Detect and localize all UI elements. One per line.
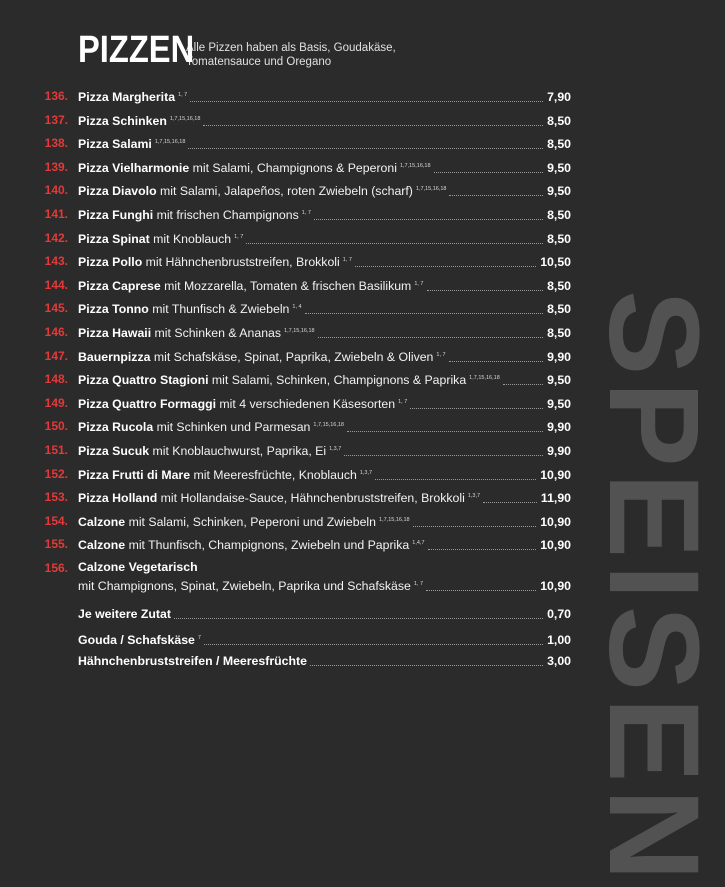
item-text — [78, 229, 243, 247]
item-text — [78, 441, 341, 459]
dotted-leader — [305, 313, 543, 314]
dotted-leader — [203, 125, 543, 126]
menu-item-row — [0, 440, 700, 460]
item-description: mit Salami, Schinken, Peperoni und Zwiebeln — [125, 514, 377, 529]
allergen-codes: 1,7,15,16,18 — [469, 375, 500, 382]
menu-item-row — [0, 534, 700, 554]
extra-line — [78, 630, 571, 648]
menu-item-row — [0, 298, 700, 318]
item-name: Pizza Schinken — [78, 113, 167, 128]
item-name: Calzone — [78, 538, 126, 553]
item-number: 155. — [44, 537, 68, 552]
item-description: mit Schinken & Ananas — [151, 326, 282, 340]
item-price: 8,50 — [547, 302, 571, 317]
allergen-codes: 1, 4 — [292, 304, 302, 311]
item-text — [78, 111, 200, 129]
item-number: 152. — [44, 466, 68, 481]
item-text — [78, 276, 424, 294]
item-description: mit Champignons, Spinat, Zwiebeln, Paprika und Schafskäse — [78, 579, 411, 593]
item-description: mit Schafskäse, Spinat, Paprika, Zwiebeln & Oliven — [150, 349, 434, 364]
item-text — [78, 323, 315, 341]
page-title: PIZZEN — [78, 29, 195, 71]
extra-price: 1,00 — [547, 632, 571, 647]
item-line — [78, 394, 571, 412]
menu-item-row — [0, 464, 700, 484]
allergen-codes: 1,4,7 — [412, 540, 425, 547]
dotted-leader — [174, 618, 543, 619]
menu-item-row — [0, 275, 700, 295]
extra-text — [78, 630, 201, 648]
item-text — [78, 181, 446, 199]
item-price: 10,90 — [540, 467, 571, 482]
page-subtitle — [186, 41, 406, 69]
item-text — [78, 417, 344, 435]
item-description: mit Meeresfrüchte, Knoblauch — [190, 467, 357, 482]
dotted-leader — [449, 361, 543, 362]
extra-row — [0, 652, 700, 672]
dotted-leader — [355, 266, 536, 267]
menu-item-row — [0, 322, 700, 342]
menu-item-row — [0, 133, 700, 153]
item-line — [78, 441, 571, 459]
item-text — [78, 134, 185, 152]
dotted-leader — [347, 431, 543, 432]
item-text — [78, 370, 500, 388]
item-description: mit Salami, Schinken, Champignons & Paprika — [208, 373, 467, 388]
allergen-codes: 1, 7 — [398, 398, 408, 405]
allergen-codes: 1, 7 — [342, 257, 352, 264]
item-price: 10,50 — [540, 255, 571, 270]
extra-name: Je weitere Zutat — [78, 607, 171, 621]
dotted-leader — [246, 243, 543, 244]
item-text — [78, 559, 198, 575]
item-name: Pizza Tonno — [78, 302, 149, 317]
item-number: 147. — [44, 348, 68, 363]
item-description: mit Hollandaise-Sauce, Hähnchenbruststreifen, Brokkoli — [157, 491, 465, 506]
item-price: 10,90 — [540, 579, 571, 593]
item-text — [78, 488, 480, 506]
menu-item-row — [0, 393, 700, 413]
item-name: Pizza Diavolo — [78, 184, 157, 199]
dotted-leader — [503, 384, 543, 385]
item-number: 151. — [44, 443, 68, 457]
menu-item-row — [0, 346, 700, 366]
extra-text — [78, 653, 307, 669]
item-number: 138. — [44, 136, 68, 151]
item-number: 140. — [44, 183, 68, 198]
extra-price: 3,00 — [547, 654, 571, 669]
item-text — [78, 158, 431, 176]
item-number: 137. — [44, 112, 68, 127]
item-line — [78, 370, 571, 388]
item-text — [78, 205, 311, 223]
item-name: Pizza Quattro Stagioni — [78, 373, 209, 388]
dotted-leader — [375, 479, 536, 480]
item-price: 9,90 — [547, 349, 571, 364]
dotted-leader — [318, 337, 543, 338]
item-name: Pizza Pollo — [78, 255, 143, 270]
dotted-leader — [344, 455, 543, 456]
menu-item-row — [0, 369, 700, 389]
dotted-leader — [314, 219, 543, 220]
dotted-leader — [188, 148, 543, 149]
menu-item-row — [0, 157, 700, 177]
item-line — [78, 417, 571, 435]
extra-price: 0,70 — [547, 607, 571, 621]
item-name: Pizza Salami — [78, 137, 152, 152]
item-name: Pizza Vielharmonie — [78, 160, 190, 175]
item-line — [78, 252, 571, 270]
allergen-codes: 1,7,15,16,18 — [415, 186, 447, 193]
allergen-codes: 1,7,15,16,18 — [313, 422, 344, 429]
item-price: 9,90 — [547, 444, 571, 458]
allergen-codes: 1,7,15,16,18 — [169, 115, 201, 122]
item-line — [78, 134, 571, 152]
item-text — [78, 347, 446, 365]
menu-item-row — [0, 511, 700, 531]
menu-item-row — [0, 558, 700, 593]
item-number: 141. — [44, 207, 68, 221]
item-price: 9,50 — [547, 373, 571, 388]
item-name: Pizza Funghi — [78, 208, 154, 222]
item-line — [78, 512, 571, 530]
allergen-codes: 1,3,7 — [329, 446, 342, 452]
item-line — [78, 181, 571, 199]
dotted-leader — [483, 502, 537, 503]
menu-header — [78, 30, 406, 70]
item-price: 10,90 — [540, 514, 571, 529]
item-number: 136. — [44, 89, 68, 103]
item-line — [78, 535, 571, 553]
item-text — [78, 394, 407, 412]
item-price: 8,50 — [547, 113, 571, 128]
item-name: Pizza Holland — [78, 491, 158, 506]
menu-item-row — [0, 416, 700, 436]
extra-line — [78, 606, 571, 622]
allergen-codes: 1, 7 — [414, 280, 424, 287]
dotted-leader — [410, 408, 543, 409]
item-number: 154. — [44, 513, 68, 528]
item-name: Pizza Quattro Formaggi — [78, 396, 217, 411]
item-description: mit Thunfisch & Zwiebeln — [148, 302, 290, 317]
menu-item-row — [0, 180, 700, 200]
allergen-codes: 1,7,15,16,18 — [284, 328, 315, 334]
item-name: Pizza Rucola — [78, 420, 154, 435]
item-price: 7,90 — [547, 90, 571, 104]
item-number: 150. — [44, 419, 68, 434]
dotted-leader — [190, 101, 543, 102]
item-line — [78, 205, 571, 223]
allergen-codes: 1, 7 — [436, 351, 446, 358]
item-name: Pizza Frutti di Mare — [78, 467, 191, 482]
item-name: Pizza Hawaii — [78, 326, 152, 340]
dotted-leader — [204, 644, 543, 645]
allergen-codes: 1,7,15,16,18 — [154, 139, 186, 146]
menu-item-row — [0, 251, 700, 271]
allergen-codes: 7 — [197, 634, 201, 641]
item-price: 8,50 — [547, 231, 571, 246]
side-label-speisen: SPEISEN — [582, 290, 725, 887]
item-number: 145. — [44, 301, 68, 316]
allergen-codes: 1,3,7 — [467, 493, 481, 500]
allergen-codes: 1,7,15,16,18 — [399, 162, 431, 169]
item-name: Pizza Spinat — [78, 231, 150, 246]
extra-name: Gouda / Schafskäse — [78, 632, 195, 647]
item-name: Pizza Margherita — [78, 90, 176, 104]
item-line — [78, 276, 571, 294]
item-text — [78, 299, 302, 317]
item-text — [78, 252, 352, 270]
item-description: mit frischen Champignons — [153, 208, 299, 222]
item-price: 9,90 — [547, 420, 571, 435]
item-number: 143. — [44, 254, 68, 269]
item-description: mit Hähnchenbruststreifen, Brokkoli — [142, 255, 340, 270]
item-price: 8,50 — [547, 208, 571, 222]
item-price: 11,90 — [540, 491, 571, 506]
item-line — [78, 559, 571, 575]
extra-name: Hähnchenbruststreifen / Meeresfrüchte — [78, 654, 307, 669]
item-price: 8,50 — [547, 326, 571, 340]
dotted-leader — [426, 590, 536, 591]
item-line — [78, 158, 571, 176]
item-price: 9,50 — [547, 396, 571, 411]
item-line — [78, 465, 571, 483]
extra-line — [78, 653, 571, 669]
dotted-leader — [428, 549, 537, 550]
item-number: 156. — [44, 561, 68, 575]
item-name: Pizza Caprese — [78, 278, 161, 293]
item-price: 9,50 — [547, 184, 571, 199]
item-description: mit 4 verschiedenen Käsesorten — [216, 396, 396, 411]
item-number: 146. — [44, 325, 68, 339]
item-text — [78, 512, 410, 530]
menu-item-row — [0, 487, 700, 507]
dotted-leader — [434, 172, 544, 173]
allergen-codes: 1,3,7 — [359, 469, 373, 476]
item-number: 139. — [44, 159, 68, 174]
item-description: mit Salami, Jalapeños, roten Zwiebeln (scharf) — [156, 184, 413, 199]
extra-row — [0, 629, 700, 649]
item-number: 149. — [44, 395, 68, 410]
item-description: mit Thunfisch, Champignons, Zwiebeln und Paprika — [125, 538, 410, 553]
item-text — [78, 465, 372, 483]
dotted-leader — [310, 665, 543, 666]
subtitle-line-2: Tomatensauce und Oregano — [186, 56, 332, 68]
item-number: 153. — [44, 490, 68, 505]
item-line — [78, 323, 571, 341]
item-text — [78, 576, 423, 594]
item-description: mit Knoblauch — [149, 231, 232, 246]
item-description: mit Mozzarella, Tomaten & frischen Basilikum — [160, 278, 412, 293]
item-text — [78, 87, 187, 105]
allergen-codes: 1, 7 — [301, 210, 311, 216]
item-name: Bauernpizza — [78, 349, 151, 364]
item-price: 8,50 — [547, 278, 571, 293]
allergen-codes: 1, 7 — [234, 233, 244, 240]
dotted-leader — [449, 195, 543, 196]
item-line — [78, 87, 571, 105]
menu-item-row — [0, 228, 700, 248]
item-price: 8,50 — [547, 137, 571, 152]
extra-text — [78, 606, 171, 622]
item-line — [78, 347, 571, 365]
item-name: Calzone Vegetarisch — [78, 560, 198, 574]
subtitle-line-1: Alle Pizzen haben als Basis, Goudakäse, — [186, 42, 396, 54]
menu-item-row — [0, 204, 700, 224]
extra-row — [0, 605, 700, 625]
item-description: mit Salami, Champignons & Peperoni — [189, 160, 397, 175]
item-number: 144. — [44, 277, 68, 292]
dotted-leader — [413, 526, 537, 527]
allergen-codes: 1,7,15,16,18 — [379, 516, 410, 523]
item-line — [78, 111, 571, 129]
allergen-codes: 1, 7 — [178, 92, 188, 98]
item-name: Calzone — [78, 514, 126, 529]
menu-item-row — [0, 86, 700, 106]
allergen-codes: 1, 7 — [413, 581, 424, 587]
item-description: mit Schinken und Parmesan — [153, 420, 311, 435]
item-price: 9,50 — [547, 160, 571, 175]
item-number: 148. — [44, 372, 68, 387]
item-line-2 — [78, 576, 571, 594]
item-line — [78, 488, 571, 506]
item-text — [78, 535, 425, 553]
item-number: 142. — [44, 230, 68, 245]
item-name: Pizza Sucuk — [78, 444, 150, 458]
menu-item-row — [0, 110, 700, 130]
item-line — [78, 299, 571, 317]
item-line — [78, 229, 571, 247]
item-price: 10,90 — [540, 538, 571, 553]
dotted-leader — [427, 290, 544, 291]
item-description: mit Knoblauchwurst, Paprika, Ei — [149, 444, 327, 458]
